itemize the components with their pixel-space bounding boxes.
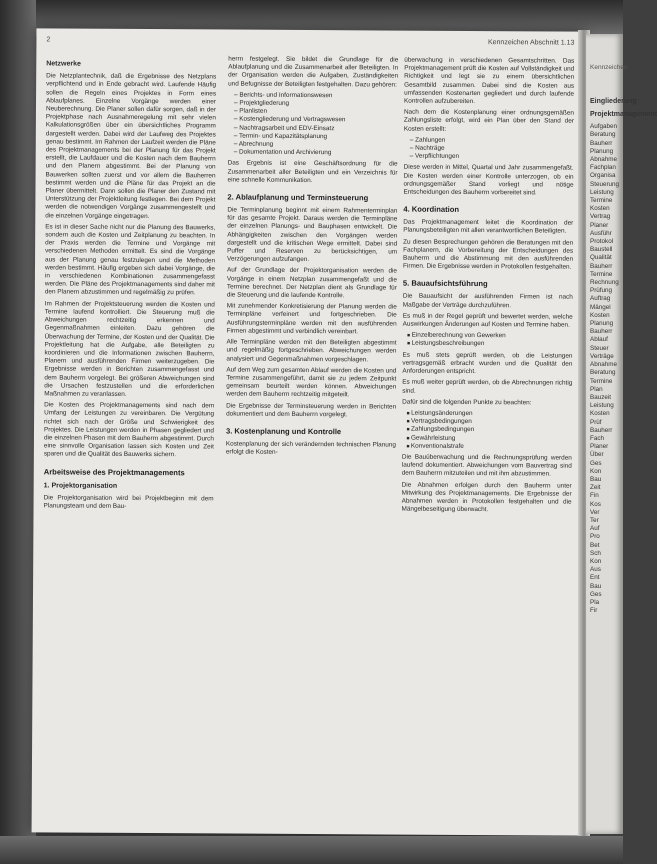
paragraph: Es ist in dieser Sache nicht nur die Planung des Bauwerks, sondern auch die Kosten und Zeitplanung zu beachten. In der Praxis werden die Termine und Vorgänge mit verschiedenen Methoden ermittelt. Es sind die Vorgänge aus der Planung genau festzulegen und die Methoden werden bestimmt. Häufig ergeben sich dabei Vorgänge, die in verschiedenen Kombinationen zusammengefasst werden. Die Pläne des Projektmanagements sind daher mit den Planern abzustimmen und regelmäßig zu prüfen. [44, 223, 216, 297]
list-item: – Termin- und Kapazitätsplanung [234, 132, 398, 141]
sub-heading: 1. Projektorganisation [43, 481, 118, 490]
paragraph: Die Terminplanung beginnt mit einem Rahmenterminplan für das gesamte Projekt. Daraus werden die Terminpläne der einzelnen Planungs- und Bauphasen entwickelt. Die Abhängigkeiten zwischen den Vorgängen werden dargestellt und die kritischen Wege ermittelt. Dabei sind Puffer und Reserven zu berücksichtigen, um Verzögerungen aufzufangen. [227, 206, 398, 264]
section-heading: 4. Koordination [403, 204, 460, 215]
next-page-line: Sch [590, 549, 601, 557]
next-page-line: Aufgaben [590, 123, 617, 131]
paragraph: Die Ergebnisse der Terminsteuerung werden in Berichten dokumentiert und dem Bauherrn vorgelegt. [226, 402, 397, 418]
next-page-line: Planer [590, 221, 609, 229]
section-heading: Arbeitsweise des Projektmanagements [43, 466, 185, 477]
next-page-title: Projektmanagement [590, 110, 657, 118]
column-3 [401, 57, 574, 518]
next-page-line: Protokol [590, 238, 614, 246]
list-item: – Nachtragsarbeit und EDV-Einsatz [234, 124, 398, 133]
paragraph: Alle Terminpläne werden mit den Beteiligten abgestimmt und regelmäßig fortgeschrieben. Abweichungen werden analysiert und Gegenmaßnahmen vorgeschlagen. [226, 338, 397, 363]
next-page-line: Verträge [590, 352, 614, 360]
next-page-edge [586, 34, 657, 834]
list-item: – Kostengliederung und Vertragswesen [234, 116, 398, 125]
next-page-line: Fachplan [590, 164, 616, 172]
running-head: Kennzeichen Abschnitt 1.13 [487, 39, 575, 47]
next-page-line: Termine [590, 197, 613, 205]
next-page-line: Zeit [590, 484, 601, 492]
next-page-line: Aus [590, 566, 601, 574]
next-page-line: Fach [590, 434, 604, 442]
paragraph: Es muß weiter geprüft werden, ob die Abrechnungen richtig sind. [402, 378, 573, 395]
next-page-line: Mängel [590, 303, 611, 311]
next-page-line: Planer [590, 443, 609, 451]
next-page-line: Fin [590, 492, 599, 500]
document-page [32, 28, 585, 835]
list-item: – Dokumentation und Archivierung [234, 149, 398, 158]
column-1 [43, 54, 216, 514]
paragraph: Die Kosten des Projektmanagements sind nach dem Umfang der Leistungen zu vereinbaren. Die Vergütung richtet sich nach der Größe und Schwierigkeit des Projektes. Die Leistungen werden in Phasen gegliedert und die einzelnen Phasen mit dem Bauherrn abgestimmt. Durch eine sinnvolle Organisation lassen sich Kosten und Zeit sparen und die Qualität des Bauwerks sichern. [43, 401, 215, 459]
next-page-line: Baustell [590, 246, 613, 254]
next-page-line: Ablauf [590, 336, 608, 344]
next-page-line: Kos [590, 500, 601, 508]
paragraph: Auf der Grundlage der Projektorganisation werden die Vorgänge in einem Netzplan zusammengefaßt und die Termine berechnet. Der Netzplan dient als Grundlage für die Steuerung und die laufende Kontrolle. [226, 266, 398, 300]
next-page-line: Rechnung [590, 279, 619, 287]
next-page-line: Pro [590, 533, 600, 541]
list-item: • Zahlungsbedingungen [411, 426, 572, 435]
paragraph: Das Ergebnis ist eine Geschäftsordnung für die Zusammenarbeit aller Beteiligten und ein Verzeichnis für eine schnelle Kommunikation. [227, 159, 398, 184]
list-item: – Projektgliederung [234, 100, 398, 109]
paragraph: Es muß in der Regel geprüft und bewertet werden, welche Auswirkungen Änderungen auf Kosten und Termine haben. [402, 312, 573, 329]
paragraph: Die Projektorganisation wird bei Projektbeginn mit dem Planungsteam und dem Bau- [43, 494, 214, 510]
next-page-line: Steuerung [590, 180, 620, 188]
next-page-line: Organisa [590, 172, 616, 180]
next-page-text [586, 34, 657, 615]
next-page-line: Steuer [590, 344, 609, 352]
next-page-line: Bauherr [590, 262, 613, 270]
scan-shadow-left [0, 0, 36, 864]
next-page-line: Bauzeit [590, 393, 612, 401]
next-page-header: Kennzeichen [590, 64, 628, 71]
section-heading: 2. Ablaufplanung und Terminsteuerung [227, 192, 369, 203]
bullet-list [403, 332, 573, 349]
next-page-line: Auf [590, 525, 600, 533]
next-page-line: Bauherr [590, 139, 613, 147]
paragraph: Diese werden in Mittel, Quartal und Jahr zusammengefaßt. Die Kosten werden einer Kontrolle unterzogen, ob ein ordnungsgemäßer Stand vorliegt und nötige Entscheidungen des Bauherrn vorbereitet sind. [403, 164, 574, 197]
list-item: – Nachträge [410, 145, 574, 154]
list-item: • Vertragsbedingungen [411, 418, 572, 427]
intro-heading: Netzwerke [46, 60, 81, 68]
paragraph: Im Rahmen der Projektsteuerung werden die Kosten und Termine laufend kontrolliert. Die Steuerung muß die Abweichungen rechtzeitig erkennen und Gegenmaßnahmen einleiten. Dazu gehören die Überwachung der Termine, der Kosten und der Qualität. Die Projektleitung hat die Aufgabe, alle Beteiligten zu koordinieren und die Informationen zwischen Bauherrn, Planern und ausführenden Firmen weiterzugeben. Die Ergebnisse werden in Berichten zusammengefasst und dem Bauherrn vorgelegt. Bei größeren Abweichungen sind die Ursachen festzustellen und die erforderlichen Maßnahmen zu veranlassen. [44, 300, 215, 398]
next-page-line: Pla [590, 598, 600, 606]
page-header [46, 36, 574, 53]
dash-list [228, 91, 398, 158]
dash-list [404, 136, 574, 162]
next-page-line: Ver [590, 508, 600, 516]
list-item: • Leistungsänderungen [411, 410, 572, 419]
paragraph: Auf dem Weg zum gesamten Ablauf werden die Kosten und Termine zusammengeführt, damit sie zu jedem Zeitpunkt gemeinsam beurteilt werden können. Abweichungen werden dem Bauherrn rechtzeitig mitgeteilt. [226, 366, 397, 399]
paragraph: Es muß stets geprüft werden, ob die Leistungen vertragsgemäß erbracht wurden und die Qualität den Anforderungen entspricht. [402, 351, 573, 376]
next-page-line: Ter [590, 516, 599, 524]
list-item: – Zahlungen [410, 136, 574, 145]
next-page-line: Prüf [590, 418, 602, 426]
next-page-line: Planung [590, 147, 614, 155]
next-page-line: Bauherr [590, 328, 613, 336]
next-page-line: Bau [590, 582, 602, 590]
next-page-line: Ges [590, 459, 602, 467]
next-page-line: Planung [590, 320, 614, 328]
paragraph: Die Abnahmen erfolgen durch den Bauherrn unter Mitwirkung des Projektmanagements. Die Ergebnisse der Abnahmen werden in Protokollen festgehalten und die Mängelbeseitigung überwacht. [401, 481, 572, 514]
next-page-line: Vertrag [590, 213, 611, 221]
list-item: – Planlisten [234, 108, 398, 117]
next-page-line: Termine [590, 377, 613, 385]
paragraph: Das Projektmanagement leitet die Koordination der Planungsbeteiligten mit allen verantwortlichen Beteiligten. [403, 218, 574, 236]
next-page-line: Plan [590, 385, 603, 393]
page-number: 2 [46, 36, 51, 44]
next-page-line: Prüfung [590, 287, 613, 295]
paragraph: Zu diesen Besprechungen gehören die Beratungen mit den Fachplanern, die Vorbereitung der Entscheidungen des Bauherrn und die Abstimmung mit den ausführenden Firmen. Die Ergebnisse werden in Protokollen festgehalten. [402, 238, 574, 271]
list-item: – Abrechnung [234, 141, 398, 150]
paragraph: Nach dem die Kostenplanung einer ordnungsgemäßen Zahlungsliste erfolgt, wird ein Plan über den Stand der Kosten erstellt: [403, 108, 574, 133]
next-page-line: Bau [590, 475, 602, 483]
paragraph: Mit zunehmender Konkretisierung der Planung werden die Terminpläne verfeinert und fortgeschrieben. Die Ausführungsterminpläne werden mit den ausführenden Firmen abgestimmt und verbindlich vereinbart. [226, 302, 397, 336]
next-page-line: Auftrag [590, 295, 611, 303]
next-page-title: Eingliederung [590, 98, 637, 106]
paragraph: Dafür sind die folgenden Punkte zu beachten: [402, 398, 532, 407]
list-item: • Einzelberechnung von Gewerken [412, 332, 573, 341]
next-page-line: Leistung [590, 188, 614, 196]
list-item: • Gewährleistung [411, 434, 572, 443]
list-item: – Verpflichtungen [410, 153, 574, 162]
next-page-line: Abnahme [590, 361, 617, 369]
next-page-line: Fir [590, 607, 598, 615]
next-page-line: Ausführ [590, 229, 612, 237]
next-page-line: Kosten [590, 311, 610, 319]
next-page-line: Kosten [590, 410, 610, 418]
next-page-line: Termine [590, 270, 613, 278]
next-page-line: Beratung [590, 369, 616, 377]
paragraph: Die Bauüberwachung und die Rechnungsprüfung werden laufend dokumentiert. Abweichungen vom Bauvertrag sind dem Bauherrn mitzuteilen und mit ihm abzustimmen. [401, 453, 572, 478]
list-item: • Konventionalstrafe [411, 442, 572, 451]
next-page-line: Beratung [590, 131, 616, 139]
next-page-line: Bet [590, 541, 600, 549]
section-heading: 3. Kostenplanung und Kontrolle [225, 426, 342, 437]
paragraph: Kostenplanung der sich verändernden technischen Planung erfolgt die Kosten- [225, 440, 396, 456]
next-page-line: Kon [590, 467, 602, 475]
bullet-list [402, 409, 572, 451]
column-2 [226, 56, 398, 461]
next-page-line: Abnahme [590, 156, 617, 164]
next-page-line: Kosten [590, 205, 610, 213]
next-page-line: Über [590, 451, 604, 459]
paragraph: Die Bauaufsicht der ausführenden Firmen ist nach Maßgabe der Verträge durchzuführen. [402, 293, 573, 309]
list-item: • Leistungsbeschreibungen [412, 340, 573, 349]
paragraph: überwachung in verschiedenen Gesamtschritten. Das Projektmanagement prüft die Kosten auf Vollständigkeit und Richtigkeit und legt sie zu einem übersichtlichen Gesamtbild zusammen. Dabei sind die Kosten aus umfassenden Kostenarten gegliedert und durch laufende Kontrollen aufzubereiten. [404, 56, 575, 106]
next-page-line: Kon [590, 557, 602, 565]
paragraph: herrn festgelegt. Sie bildet die Grundlage für die Ablaufplanung und die Zusammenarbeit aller Beteiligten. In der Organisation werden die Aufgaben, Zuständigkeiten und Befugnisse der Beteiligten festgehalten. Dazu gehören: [228, 55, 399, 89]
list-item: – Berichts- und Informationswesen [234, 91, 398, 100]
section-heading: 5. Bauaufsichtsführung [402, 279, 488, 289]
scan-shadow-bottom [0, 836, 623, 864]
next-page-line: Qualität [590, 254, 612, 262]
next-page-line: Leistung [590, 402, 614, 410]
paragraph: Die Netzplantechnik, daß die Ergebnisse des Netzplans verpflichtend und in Ende gebracht wird. Laufende Häufig sollen die Regeln eines Projektes in Form eines Ablaufplanes. Einzelne Vorgänge werden einer Neuberechnung. Die Planer sollen dafür sorgen, daß in der Projektphase nach Ausnahmeregelung mit sehr vielen Kalkulationsgrößen über ein übersichtliches Programm dargestellt werden. Dabei wird der Laufweg des Projektes genau bestimmt. Im Rahmen der Laufzeit werden die Pläne des Projektmanagements bei der Planung für das Projekt erstellt, die Laufdauer und die Kosten nach dem Bauherrn und den Planern abgestimmt. Bei der Planung von Bauwerken sollten zuerst und vor allem die Bauherren bestimmt werden und die Pläne für das Projekt an die Planer übermittelt. Dann sollen die Planer den Zustand mit Unterstützung der Projektleitung festlegen. Bei dem Projekt werden die notwendigen Vorgänge zusammengestellt und die einzelnen Vorgänge eingetragen. [45, 72, 217, 220]
next-page-line: Bauherr [590, 426, 613, 434]
next-page-line: Ent [590, 574, 600, 582]
next-page-line: Ges [590, 590, 602, 598]
